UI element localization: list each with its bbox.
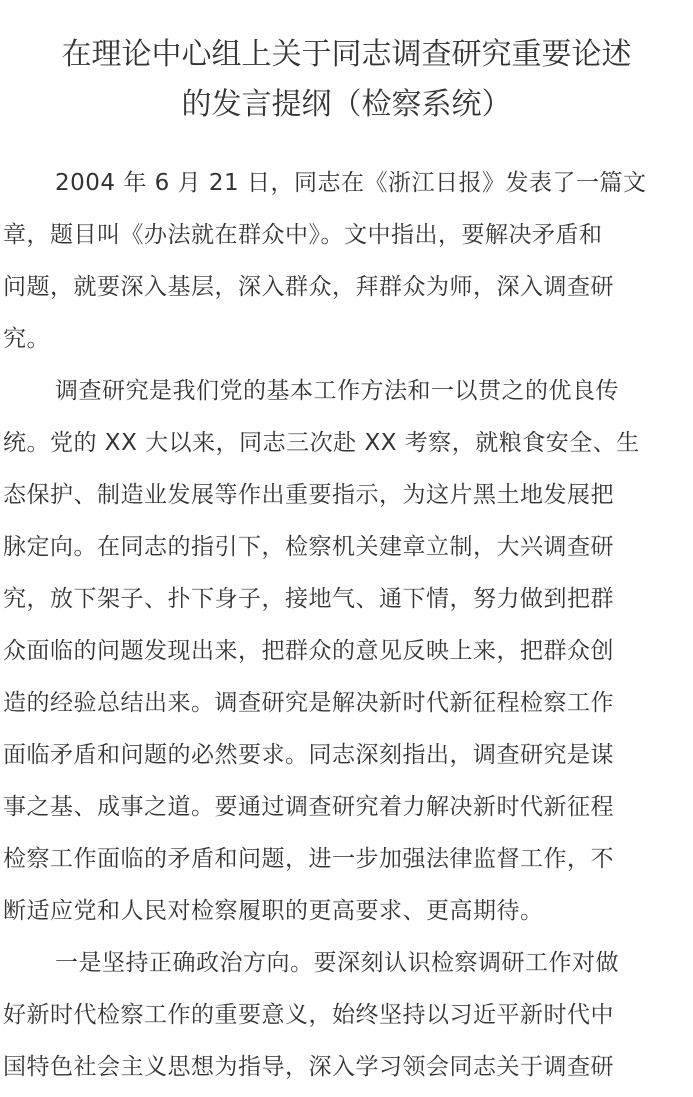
text-line: 事之基、成事之道。要通过调查研究着力解决新时代新征程 (3, 794, 614, 820)
text-line: 断适应党和人民对检察履职的更高要求、更高期待。 (3, 898, 544, 924)
document-body (3, 157, 691, 1093)
text-line: 章，题目叫《办法就在群众中》。文中指出，要解决矛盾和 (3, 222, 603, 248)
title-line-2: 的发言提纲（检察系统） (181, 87, 512, 122)
text-line: 究，放下架子、扑下身子，接地气、通下情，努力做到把群 (3, 586, 614, 612)
text-line: 众面临的问题发现出来，把群众的意见反映上来，把群众创 (3, 638, 614, 664)
text-line: 调查研究是我们党的基本工作方法和一以贯之的优良传 (55, 378, 619, 404)
text-line: 2004 年 6 月 21 日，同志在《浙江日报》发表了一篇文 (55, 170, 647, 196)
text-line: 一是坚持正确政治方向。要深刻认识检察调研工作对做 (55, 950, 619, 976)
text-line: 检察工作面临的矛盾和问题，进一步加强法律监督工作，不 (3, 846, 614, 872)
text-line: 造的经验总结出来。调查研究是解决新时代新征程检察工作 (3, 690, 614, 716)
text-line: 好新时代检察工作的重要意义，始终坚持以习近平新时代中 (3, 1002, 614, 1028)
title-line-1: 在理论中心组上关于同志调查研究重要论述 (61, 37, 632, 72)
text-line: 态保护、制造业发展等作出重要指示，为这片黑土地发展把 (3, 482, 614, 508)
text-line: 问题，就要深入基层，深入群众，拜群众为师，深入调查研 (3, 274, 614, 300)
text-line: 统。党的 XX 大以来，同志三次赴 XX 考察，就粮食安全、生 (3, 430, 640, 456)
text-line: 究。 (3, 326, 50, 352)
text-line: 国特色社会主义思想为指导，深入学习领会同志关于调查研 (3, 1054, 614, 1080)
text-line: 脉定向。在同志的指引下，检察机关建章立制，大兴调查研 (3, 534, 614, 560)
text-line: 面临矛盾和问题的必然要求。同志深刻指出，调查研究是谋 (3, 742, 614, 768)
document-title (0, 30, 693, 130)
